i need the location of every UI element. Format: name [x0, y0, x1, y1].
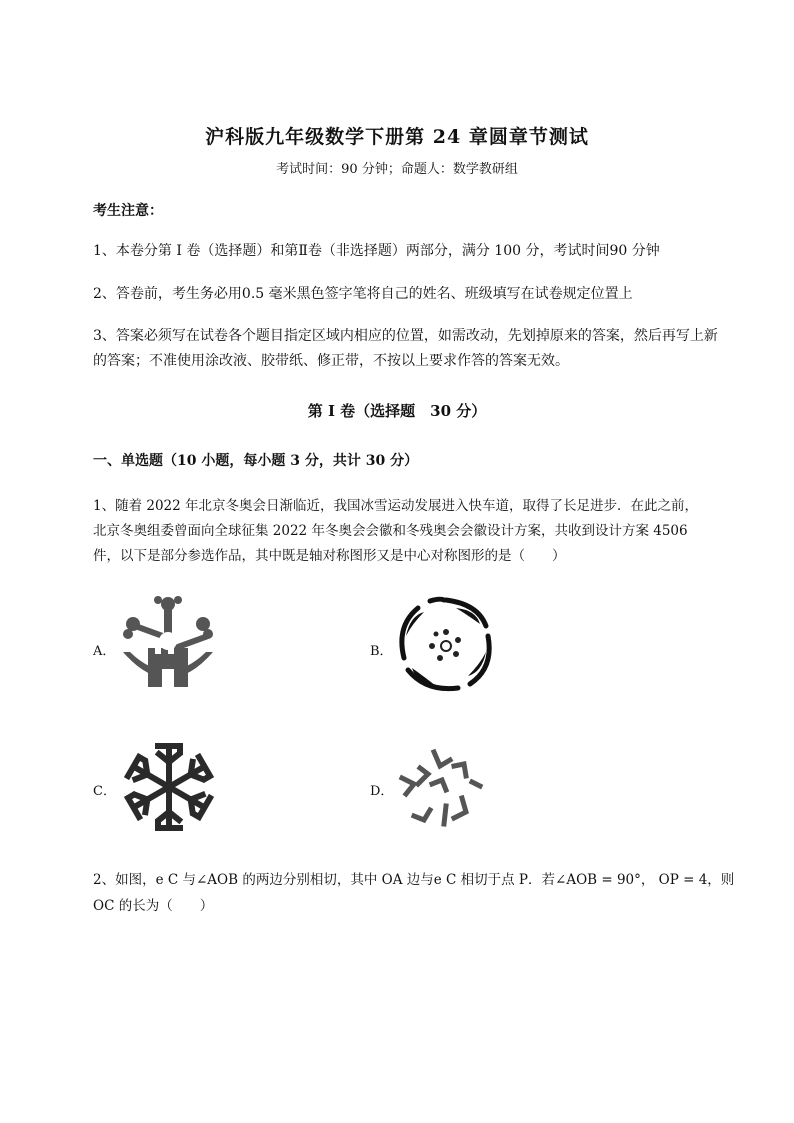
section-title: 第 I 卷（选择题 30 分） [307, 402, 487, 420]
choice-d-label: D． [370, 784, 394, 799]
emblem-a-image [118, 594, 218, 694]
notice-line-2: 2、答卷前，考生务必用0.5 毫米黑色签字笔将自己的姓名、班级填写在试卷规定位置上 [93, 286, 633, 302]
emblem-c-image [122, 740, 216, 834]
notice-line-4: 的答案；不准使用涂改液、胶带纸、修正带，不按以上要求作答的答案无效。 [93, 353, 569, 369]
exam-title: 沪科版九年级数学下册第 24 章圆章节测试 [205, 126, 589, 148]
emblem-b-image [396, 596, 496, 692]
q2-line-2: OC 的长为（ ） [93, 898, 214, 914]
choice-a-label: A． [93, 644, 116, 659]
q1-line-3: 件，以下是部分参选作品，其中既是轴对称图形又是中心对称图形的是（ ） [93, 548, 566, 564]
choice-b-label: B． [370, 644, 393, 659]
q2-line-1: 2、如图，e C 与∠AOB 的两边分别相切，其中 OA 边与e C 相切于点 P．若∠AOB = 90°， OP = 4，则 [93, 872, 735, 888]
q1-line-1: 1、随着 2022 年北京冬奥会日渐临近，我国冰雪运动发展进入快车道，取得了长足进步．在此之前， [93, 498, 699, 514]
exam-subtitle: 考试时间：90 分钟；命题人：数学教研组 [276, 162, 518, 177]
notice-line-3: 3、答案必须写在试卷各个题目指定区域内相应的位置，如需改动，先划掉原来的答案，然后再写上新 [93, 328, 718, 344]
notice-line-1: 1、本卷分第 I 卷（选择题）和第Ⅱ卷（非选择题）两部分，满分 100 分，考试时间90 分钟 [93, 243, 660, 259]
part-title: 一、单选题（10 小题，每小题 3 分，共计 30 分） [93, 453, 419, 469]
q1-line-2: 北京冬奥组委曾面向全球征集 2022 年冬奥会会徽和冬残奥会会徽设计方案，共收到设计方案 4506 [93, 523, 688, 539]
emblem-d-image [394, 744, 488, 830]
choice-c-label: C． [93, 784, 116, 799]
notice-heading: 考生注意： [93, 203, 163, 219]
